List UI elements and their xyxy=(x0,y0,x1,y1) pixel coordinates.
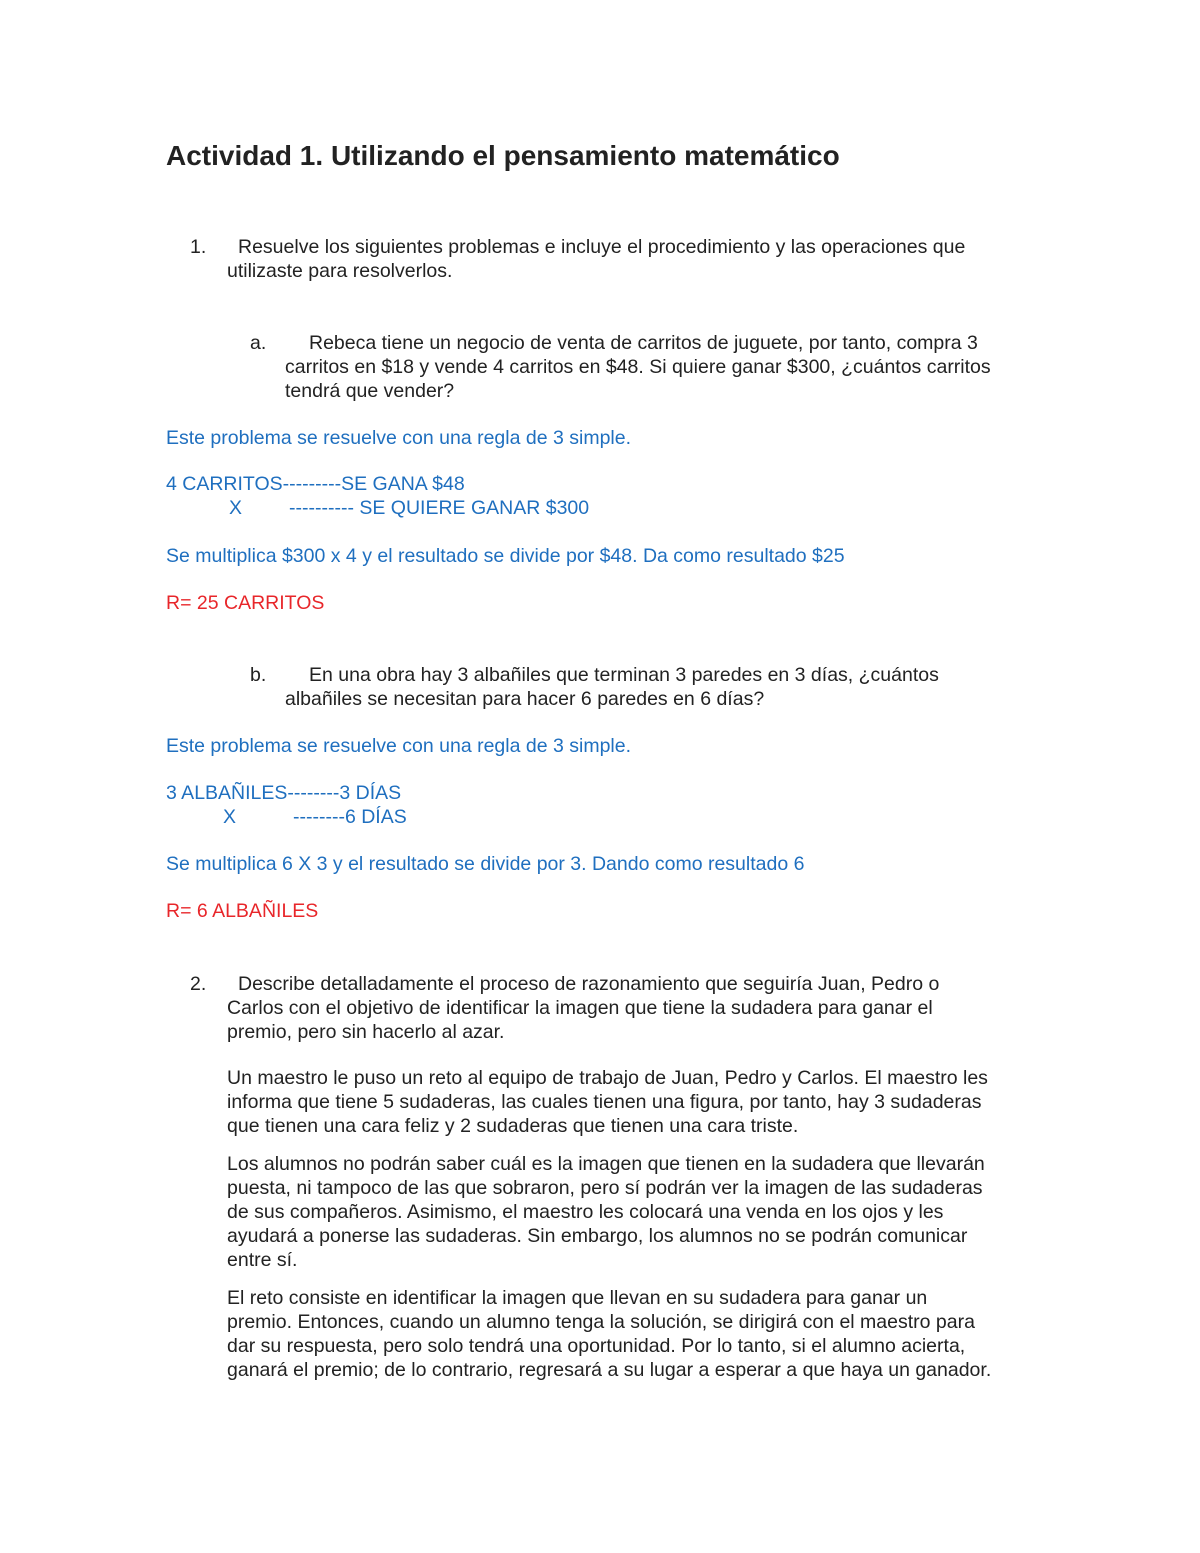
answer-a-unknown-x: X xyxy=(229,497,243,519)
answer-a-proportion-row-1: 4 CARRITOS---------SE GANA $48 xyxy=(166,473,465,495)
item-a-line-2: carritos en $18 y vende 4 carritos en $48. Si quiere ganar $300, ¿cuántos carritos xyxy=(285,356,991,378)
answer-b-proportion-row-2: --------6 DÍAS xyxy=(293,806,407,828)
paragraph-2-line-1: Los alumnos no podrán saber cuál es la imagen que tienen en la sudadera que llevarán xyxy=(227,1153,985,1175)
sublist-letter-b: b. xyxy=(250,664,267,686)
item-b-line-2: albañiles se necesitan para hacer 6 paredes en 6 días? xyxy=(285,688,765,710)
paragraph-2-line-5: entre sí. xyxy=(227,1249,298,1271)
item1-line-2: utilizaste para resolverlos. xyxy=(227,260,453,282)
paragraph-1-line-3: que tienen una cara feliz y 2 sudaderas que tienen una cara triste. xyxy=(227,1115,799,1137)
item2-line-1: Describe detalladamente el proceso de razonamiento que seguiría Juan, Pedro o xyxy=(238,973,940,995)
item-a-line-3: tendrá que vender? xyxy=(285,380,455,402)
answer-b-result: R= 6 ALBAÑILES xyxy=(166,900,319,922)
page-title: Actividad 1. Utilizando el pensamiento matemático xyxy=(166,140,840,171)
sublist-letter-a: a. xyxy=(250,332,267,354)
list-number-1: 1. xyxy=(190,236,207,258)
answer-b-proportion-row-1: 3 ALBAÑILES--------3 DÍAS xyxy=(166,782,402,804)
paragraph-3-line-4: ganará el premio; de lo contrario, regresará a su lugar a esperar a que haya un ganador. xyxy=(227,1359,992,1381)
answer-a-result: R= 25 CARRITOS xyxy=(166,592,325,614)
item2-line-2: Carlos con el objetivo de identificar la imagen que tiene la sudadera para ganar el xyxy=(227,997,933,1019)
item2-line-3: premio, pero sin hacerlo al azar. xyxy=(227,1021,505,1043)
paragraph-3-line-1: El reto consiste en identificar la imagen que llevan en su sudadera para ganar un xyxy=(227,1287,928,1309)
answer-a-intro: Este problema se resuelve con una regla de 3 simple. xyxy=(166,427,632,449)
paragraph-2-line-2: puesta, ni tampoco de las que sobraron, pero sí podrán ver la imagen de las sudaderas xyxy=(227,1177,983,1199)
list-number-2: 2. xyxy=(190,973,207,995)
paragraph-3-line-3: dar su respuesta, pero solo tendrá una oportunidad. Por lo tanto, si el alumno acierta, xyxy=(227,1335,966,1357)
answer-a-proportion-row-2: ---------- SE QUIERE GANAR $300 xyxy=(289,497,590,519)
answer-a-operation: Se multiplica $300 x 4 y el resultado se divide por $48. Da como resultado $25 xyxy=(166,545,845,567)
paragraph-3-line-2: premio. Entonces, cuando un alumno tenga la solución, se dirigirá con el maestro para xyxy=(227,1311,975,1333)
paragraph-1-line-1: Un maestro le puso un reto al equipo de trabajo de Juan, Pedro y Carlos. El maestro les xyxy=(227,1067,988,1089)
item-b-line-1: En una obra hay 3 albañiles que terminan 3 paredes en 3 días, ¿cuántos xyxy=(309,664,939,686)
paragraph-1-line-2: informa que tiene 5 sudaderas, las cuales tienen una figura, por tanto, hay 3 sudaderas xyxy=(227,1091,982,1113)
item-a-line-1: Rebeca tiene un negocio de venta de carritos de juguete, por tanto, compra 3 xyxy=(309,332,978,354)
answer-b-operation: Se multiplica 6 X 3 y el resultado se divide por 3. Dando como resultado 6 xyxy=(166,853,805,875)
answer-b-intro: Este problema se resuelve con una regla de 3 simple. xyxy=(166,735,632,757)
paragraph-2-line-4: ayudará a ponerse las sudaderas. Sin embargo, los alumnos no se podrán comunicar xyxy=(227,1225,968,1247)
answer-b-unknown-x: X xyxy=(223,806,237,828)
paragraph-2-line-3: de sus compañeros. Asimismo, el maestro les colocará una venda en los ojos y les xyxy=(227,1201,944,1223)
item1-line-1: Resuelve los siguientes problemas e incluye el procedimiento y las operaciones que xyxy=(238,236,966,258)
